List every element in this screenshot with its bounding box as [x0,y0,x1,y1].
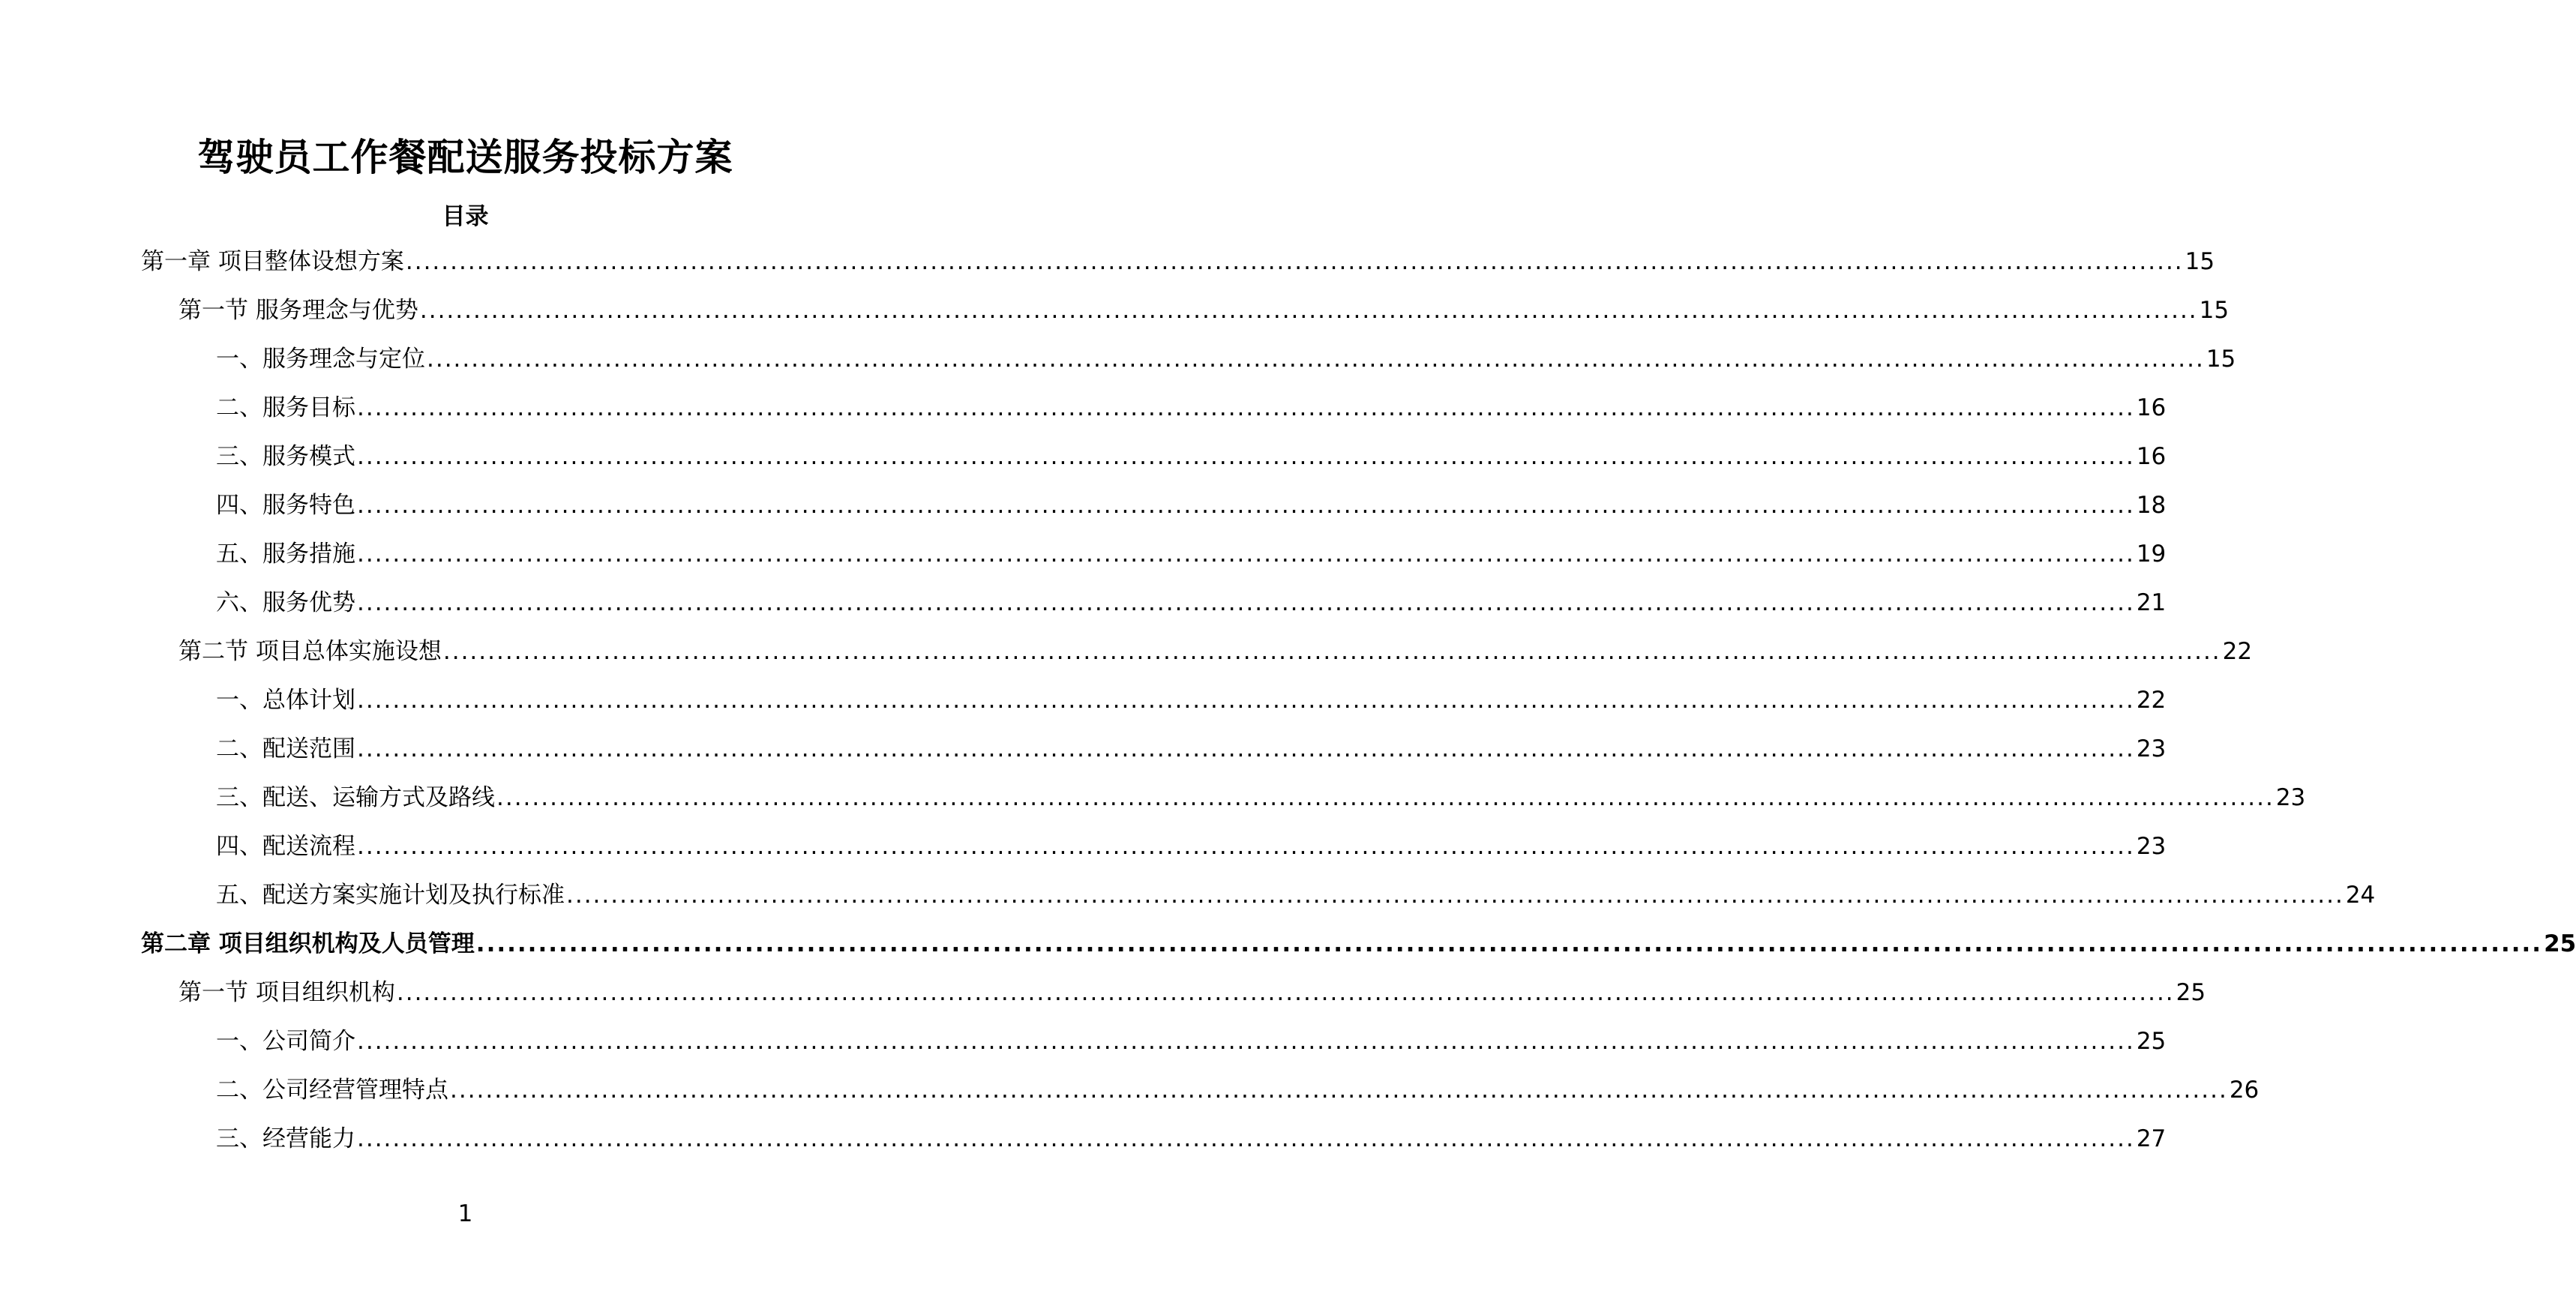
toc-entry[interactable] [216,732,2167,766]
toc-dot-leader: ........................................................................................................................................................................................................ [357,541,2135,568]
toc-entry-page: 15 [2206,346,2236,373]
toc-entry[interactable] [216,1024,2167,1059]
toc-entry-title: 五、服务措施 [216,541,355,568]
toc-entry-title: 第二节 项目总体实施设想 [178,638,442,665]
toc-entry-title: 六、服务优势 [216,589,355,616]
toc-entry-page: 15 [2185,248,2215,275]
toc-entry-page: 23 [2136,833,2167,860]
toc-dot-leader: ........................................................................................................................................................................................................ [357,492,2135,519]
toc-entry[interactable] [216,537,2167,571]
toc-entry[interactable] [178,293,2230,328]
toc-entry-page: 25 [2136,1028,2167,1055]
toc-entry-page: 16 [2136,443,2167,470]
toc-dot-leader: ........................................................................................................................................................................................................ [427,346,2205,373]
toc-entry-page: 25 [2544,930,2576,957]
toc-entry-page: 15 [2199,297,2230,324]
toc-dot-leader: ........................................................................................................................................................................................................ [475,930,2543,957]
toc-entry[interactable] [216,439,2167,474]
toc-entry-page: 23 [2275,784,2306,811]
toc-dot-leader: ........................................................................................................................................................................................................ [450,1077,2228,1104]
toc-entry[interactable] [216,342,2236,376]
toc-entry-title: 二、公司经营管理特点 [216,1077,448,1104]
toc-entry[interactable] [216,586,2167,620]
toc-dot-leader: ........................................................................................................................................................................................................ [357,589,2135,616]
toc-dot-leader: ........................................................................................................................................................................................................ [357,735,2135,762]
toc-dot-leader: ........................................................................................................................................................................................................ [357,443,2135,470]
toc-dot-leader: ........................................................................................................................................................................................................ [396,979,2175,1006]
toc-entry-title: 三、经营能力 [216,1125,355,1152]
toc-heading: 目录 [442,203,489,230]
toc-entry-page: 23 [2136,735,2167,762]
toc-entry[interactable] [216,391,2167,425]
toc-entry[interactable] [178,975,2206,1010]
toc-entry[interactable] [141,927,2576,961]
toc-entry[interactable] [141,244,2215,279]
toc-dot-leader: ........................................................................................................................................................................................................ [357,1125,2135,1152]
toc-entry[interactable] [216,1073,2260,1107]
toc-entry-title: 第二章 项目组织机构及人员管理 [141,930,475,957]
toc-dot-leader: ........................................................................................................................................................................................................ [496,784,2275,811]
toc-entry[interactable] [216,1122,2167,1156]
toc-dot-leader: ........................................................................................................................................................................................................ [405,248,2184,275]
toc-entry-title: 一、服务理念与定位 [216,346,425,373]
toc-entry[interactable] [216,683,2167,717]
toc-entry-page: 22 [2222,638,2253,665]
toc-entry-title: 二、服务目标 [216,394,355,421]
document-title: 驾驶员工作餐配送服务投标方案 [197,136,733,179]
toc-entry-page: 22 [2136,687,2167,714]
toc-entry-page: 24 [2345,882,2376,909]
toc-entry-page: 25 [2176,979,2206,1006]
toc-entry-title: 四、配送流程 [216,833,355,860]
page-number: 1 [457,1200,473,1227]
toc-entry-title: 三、服务模式 [216,443,355,470]
toc-entry-title: 二、配送范围 [216,735,355,762]
toc-entry[interactable] [178,634,2253,669]
toc-dot-leader: ........................................................................................................................................................................................................ [357,394,2135,421]
toc-entry-title: 三、配送、运输方式及路线 [216,784,495,811]
toc-entry-page: 26 [2229,1077,2260,1104]
toc-dot-leader: ........................................................................................................................................................................................................ [357,1028,2135,1055]
toc-entry-page: 19 [2136,541,2167,568]
toc-entry-title: 第一节 项目组织机构 [178,979,395,1006]
toc-dot-leader: ........................................................................................................................................................................................................ [566,882,2344,909]
toc-entry-title: 四、服务特色 [216,492,355,519]
toc-dot-leader: ........................................................................................................................................................................................................ [357,833,2135,860]
toc-dot-leader: ........................................................................................................................................................................................................ [357,687,2135,714]
toc-entry-title: 一、总体计划 [216,687,355,714]
toc-entry-title: 第一节 服务理念与优势 [178,297,418,324]
toc-entry-title: 第一章 项目整体设想方案 [141,248,404,275]
toc-entry[interactable] [216,488,2167,523]
toc-entry-title: 一、公司简介 [216,1028,355,1055]
toc-dot-leader: ........................................................................................................................................................................................................ [419,297,2198,324]
toc-entry-title: 五、配送方案实施计划及执行标准 [216,882,565,909]
toc-entry[interactable] [216,878,2376,912]
toc-entry-page: 27 [2136,1125,2167,1152]
toc-entry-page: 18 [2136,492,2167,519]
toc-entry-page: 16 [2136,394,2167,421]
toc-dot-leader: ........................................................................................................................................................................................................ [442,638,2221,665]
toc-entry-page: 21 [2136,589,2167,616]
toc-entry[interactable] [216,829,2167,864]
toc-entry[interactable] [216,780,2306,815]
